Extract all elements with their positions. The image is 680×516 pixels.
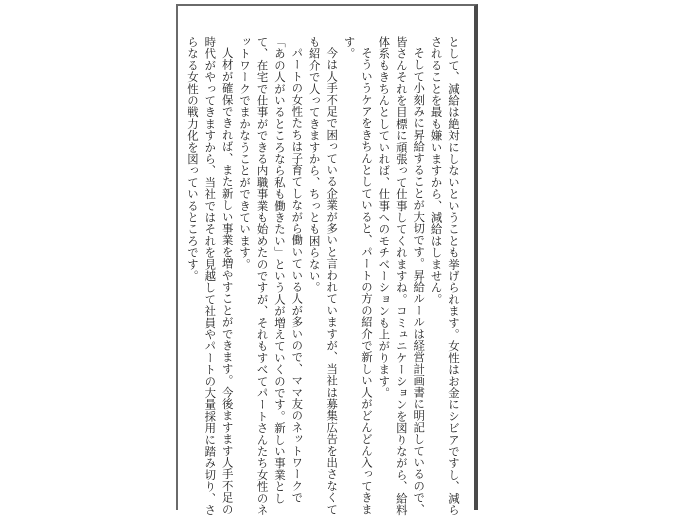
paragraph: として、減給は絶対にしないということも挙げられます。女性はお金にシビアですし、減らされることを最も嫌いますから、減給はしません。 [429,36,461,516]
document-page-frame [176,4,478,516]
paragraph: パートの女性たちは子育てしながら働いている人が多いので、ママ友のネットワークで「あの人がいるところなら私も働きたい」という人が増えていくのです。新しい事業として、在宅で仕事ができる内職事業も始めたのですが、それもすべてパートさんたち女性のネットワークでまかなうことができています。 [238,36,305,516]
paragraph: 今は人手不足で困っている企業が多いと言われていますが、当社は募集広告を出さなくても紹介で人ってきますから、ちっとも困らない。 [307,36,340,516]
paragraph: そういうケアをきちんとしていると、パートの方の紹介で新しい人がどんどん入ってきます。 [342,36,374,516]
vertical-text-body [184,36,463,516]
paragraph: そして小刻みに昇給することが大切です。昇給ルールは経営計画書に明記しているので、皆さんそれを目標に頑張って仕事してくれますね。コミュニケーションを図りながら、給料体系もきちんとしていれば、仕事へのモチベーションも上がります。 [377,36,427,516]
paragraph: 人材が確保できれば、また新しい事業を増やすことができます。今後ますます人手不足の時代がやってきますから、当社ではそれを見越して社員やパートの大量採用に踏み切り、さらなる女性の戦力化を図っているところです。 [185,36,235,516]
